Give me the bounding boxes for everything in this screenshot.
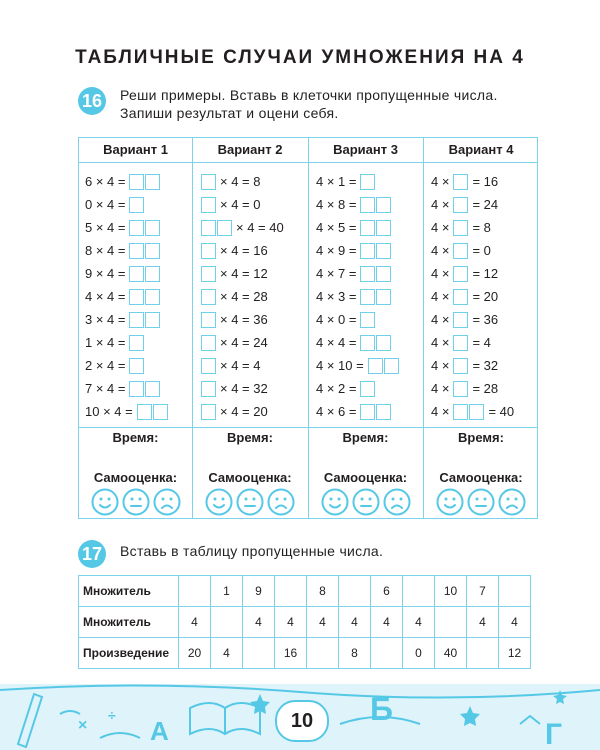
self-assessment-label: Самооценка:: [323, 470, 408, 485]
smile-face-icon[interactable]: [91, 488, 119, 516]
time-label: Время:: [342, 430, 389, 445]
example-row: [85, 216, 168, 239]
task-16-number: 16: [78, 87, 106, 115]
answer-box[interactable]: [376, 266, 391, 282]
answer-box[interactable]: [376, 404, 391, 420]
example-row: [431, 400, 514, 423]
answer-box[interactable]: [201, 358, 216, 374]
example-right: × 4 = 40: [236, 220, 284, 235]
variant-header: Вариант 4: [448, 142, 514, 157]
answer-box[interactable]: [201, 289, 216, 305]
answer-box[interactable]: [129, 243, 144, 259]
example-left: 4 ×: [431, 220, 450, 235]
example-left: 4 × 7 =: [316, 266, 357, 281]
empty-cell[interactable]: [339, 576, 371, 607]
answer-box[interactable]: [453, 266, 468, 282]
variant-examples: [431, 170, 514, 423]
answer-box[interactable]: [453, 404, 468, 420]
example-row: [316, 331, 399, 354]
smile-face-icon[interactable]: [205, 488, 233, 516]
example-left: 4 ×: [431, 197, 450, 212]
example-right: = 40: [488, 404, 515, 419]
task-17-text: Вставь в таблицу пропущенные числа.: [120, 543, 384, 559]
value-cell: 8: [339, 638, 371, 669]
example-left: 8 × 4 =: [85, 243, 126, 258]
example-left: 2 × 4 =: [85, 358, 126, 373]
task-16-line-1: Реши примеры. Вставь в клеточки пропущенные числа.: [120, 87, 498, 103]
answer-box[interactable]: [145, 174, 160, 190]
answer-box[interactable]: [145, 289, 160, 305]
example-left: 4 ×: [431, 404, 450, 419]
value-cell: 4: [499, 607, 531, 638]
example-row: [201, 216, 284, 239]
example-row: [85, 262, 168, 285]
answer-box[interactable]: [376, 197, 391, 213]
row-label: Множитель: [79, 607, 179, 638]
example-left: 4 ×: [431, 358, 450, 373]
example-left: 4 ×: [431, 312, 450, 327]
example-row: [316, 170, 399, 193]
example-row: [316, 308, 399, 331]
variant-examples: [85, 170, 168, 423]
example-row: [316, 216, 399, 239]
answer-box[interactable]: [129, 335, 144, 351]
example-row: [201, 262, 284, 285]
empty-cell[interactable]: [499, 576, 531, 607]
answer-box[interactable]: [360, 197, 375, 213]
answer-box[interactable]: [360, 266, 375, 282]
answer-box[interactable]: [376, 243, 391, 259]
example-left: 4 ×: [431, 243, 450, 258]
variant-examples: [201, 170, 284, 423]
answer-box[interactable]: [469, 404, 484, 420]
example-right: = 0: [472, 243, 491, 258]
task-17-number: 17: [78, 540, 106, 568]
example-left: 4 × 0 =: [316, 312, 357, 327]
letter-a: А: [150, 716, 169, 746]
example-right: = 28: [472, 381, 499, 396]
example-right: = 16: [472, 174, 499, 189]
example-row: [201, 285, 284, 308]
example-right: × 4 = 24: [220, 335, 268, 350]
empty-cell[interactable]: [275, 576, 307, 607]
answer-box[interactable]: [145, 381, 160, 397]
example-row: [431, 262, 514, 285]
value-cell: 4: [467, 607, 499, 638]
example-row: [431, 239, 514, 262]
task-16-line-2: Запиши результат и оцени себя.: [120, 105, 339, 121]
value-cell: 40: [435, 638, 467, 669]
example-right: × 4 = 16: [220, 243, 268, 258]
example-left: 1 × 4 =: [85, 335, 126, 350]
sad-face-icon[interactable]: [498, 488, 526, 516]
example-left: 6 × 4 =: [85, 174, 126, 189]
answer-box[interactable]: [376, 289, 391, 305]
smile-face-icon[interactable]: [321, 488, 349, 516]
example-left: 4 ×: [431, 335, 450, 350]
example-right: = 24: [472, 197, 499, 212]
example-row: [201, 170, 284, 193]
self-assessment-faces: [91, 488, 181, 516]
self-assessment-faces: [321, 488, 411, 516]
answer-box[interactable]: [453, 335, 468, 351]
empty-cell[interactable]: [435, 607, 467, 638]
example-right: × 4 = 36: [220, 312, 268, 327]
answer-box[interactable]: [384, 358, 399, 374]
example-left: 5 × 4 =: [85, 220, 126, 235]
answer-box[interactable]: [201, 197, 216, 213]
variant-header: Вариант 3: [333, 142, 398, 157]
example-left: 4 ×: [431, 381, 450, 396]
letter-b: Б: [370, 691, 393, 727]
example-row: [431, 377, 514, 400]
example-row: [85, 239, 168, 262]
smile-face-icon[interactable]: [436, 488, 464, 516]
variants-table: [78, 137, 538, 519]
row-label: Множитель: [79, 576, 179, 607]
value-cell: 20: [179, 638, 211, 669]
answer-box[interactable]: [360, 312, 375, 328]
variant-header: Вариант 1: [103, 142, 168, 157]
row-label: Произведение: [79, 638, 179, 669]
neutral-face-icon[interactable]: [122, 488, 150, 516]
answer-box[interactable]: [360, 174, 375, 190]
value-cell: 4: [371, 607, 403, 638]
example-row: [85, 354, 168, 377]
time-label: Время:: [227, 430, 273, 445]
answer-box[interactable]: [201, 220, 216, 236]
value-cell: 4: [339, 607, 371, 638]
variant-header: Вариант 2: [217, 142, 283, 157]
value-cell: 4: [275, 607, 307, 638]
self-assessment-label: Самооценка:: [93, 470, 178, 485]
empty-cell[interactable]: [243, 638, 275, 669]
answer-box[interactable]: [217, 220, 232, 236]
answer-box[interactable]: [145, 220, 160, 236]
multiply-symbol: ×: [78, 717, 88, 734]
example-right: = 8: [472, 220, 491, 235]
example-left: 4 × 9 =: [316, 243, 357, 258]
neutral-face-icon[interactable]: [236, 488, 264, 516]
answer-box[interactable]: [360, 220, 375, 236]
answer-box[interactable]: [360, 289, 375, 305]
answer-box[interactable]: [137, 404, 152, 420]
example-row: [316, 193, 399, 216]
answer-box[interactable]: [453, 358, 468, 374]
example-row: [85, 193, 168, 216]
answer-box[interactable]: [453, 312, 468, 328]
example-left: 4 ×: [431, 266, 450, 281]
value-cell: 10: [435, 576, 467, 607]
example-right: × 4 = 20: [220, 404, 268, 419]
value-cell: 0: [403, 638, 435, 669]
example-left: 4 ×: [431, 289, 450, 304]
answer-box[interactable]: [453, 174, 468, 190]
self-assessment-label: Самооценка:: [439, 470, 523, 485]
answer-box[interactable]: [129, 381, 144, 397]
example-row: [431, 216, 514, 239]
page-number: 10: [275, 700, 329, 742]
self-assessment-faces: [436, 488, 526, 516]
missing-numbers-table: [78, 575, 531, 669]
sad-face-icon[interactable]: [153, 488, 181, 516]
answer-box[interactable]: [129, 312, 144, 328]
empty-cell[interactable]: [179, 576, 211, 607]
letter-g: Г: [545, 718, 563, 750]
self-assessment-label: Самооценка:: [208, 470, 292, 485]
value-cell: 16: [275, 638, 307, 669]
answer-box[interactable]: [129, 358, 144, 374]
neutral-face-icon[interactable]: [352, 488, 380, 516]
answer-box[interactable]: [453, 289, 468, 305]
example-left: 7 × 4 =: [85, 381, 126, 396]
answer-box[interactable]: [201, 381, 216, 397]
example-row: [201, 331, 284, 354]
value-cell: 7: [467, 576, 499, 607]
example-left: 10 × 4 =: [85, 404, 133, 419]
example-row: [316, 377, 399, 400]
example-right: = 20: [472, 289, 499, 304]
example-left: 0 × 4 =: [85, 197, 126, 212]
answer-box[interactable]: [360, 335, 375, 351]
example-row: [85, 308, 168, 331]
example-row: [85, 377, 168, 400]
example-row: [316, 354, 399, 377]
example-left: 4 × 5 =: [316, 220, 357, 235]
example-right: = 36: [472, 312, 499, 327]
example-left: 9 × 4 =: [85, 266, 126, 281]
answer-box[interactable]: [153, 404, 168, 420]
value-cell: 1: [211, 576, 243, 607]
answer-box[interactable]: [201, 243, 216, 259]
example-left: 4 × 1 =: [316, 174, 357, 189]
example-row: [316, 262, 399, 285]
value-cell: 8: [307, 576, 339, 607]
example-left: 4 × 4 =: [85, 289, 126, 304]
answer-box[interactable]: [376, 220, 391, 236]
answer-box[interactable]: [129, 220, 144, 236]
example-right: × 4 = 4: [220, 358, 261, 373]
answer-box[interactable]: [145, 312, 160, 328]
answer-box[interactable]: [129, 289, 144, 305]
example-row: [316, 285, 399, 308]
empty-cell[interactable]: [371, 638, 403, 669]
example-right: × 4 = 8: [220, 174, 261, 189]
self-assessment-faces: [205, 488, 295, 516]
variant-examples: [316, 170, 399, 423]
example-row: [201, 400, 284, 423]
value-cell: 4: [211, 638, 243, 669]
answer-box[interactable]: [453, 197, 468, 213]
example-right: = 32: [472, 358, 499, 373]
example-row: [201, 308, 284, 331]
example-row: [431, 354, 514, 377]
answer-box[interactable]: [376, 335, 391, 351]
value-cell: 9: [243, 576, 275, 607]
answer-box[interactable]: [201, 335, 216, 351]
divide-symbol: ÷: [108, 707, 116, 723]
answer-box[interactable]: [201, 174, 216, 190]
value-cell: 4: [179, 607, 211, 638]
example-left: 4 × 10 =: [316, 358, 364, 373]
example-row: [316, 239, 399, 262]
answer-box[interactable]: [201, 266, 216, 282]
example-left: 3 × 4 =: [85, 312, 126, 327]
answer-box[interactable]: [453, 220, 468, 236]
example-right: = 12: [472, 266, 499, 281]
answer-box[interactable]: [129, 197, 144, 213]
answer-box[interactable]: [360, 243, 375, 259]
answer-box[interactable]: [129, 174, 144, 190]
empty-cell[interactable]: [403, 576, 435, 607]
answer-box[interactable]: [145, 243, 160, 259]
example-row: [85, 331, 168, 354]
example-row: [201, 377, 284, 400]
example-row: [201, 193, 284, 216]
example-left: 4 ×: [431, 174, 450, 189]
answer-box[interactable]: [201, 404, 216, 420]
answer-box[interactable]: [453, 243, 468, 259]
sad-face-icon[interactable]: [383, 488, 411, 516]
empty-cell[interactable]: [467, 638, 499, 669]
page-title: ТАБЛИЧНЫЕ СЛУЧАИ УМНОЖЕНИЯ НА 4: [75, 47, 525, 68]
example-left: 4 × 4 =: [316, 335, 357, 350]
example-row: [431, 285, 514, 308]
example-row: [431, 308, 514, 331]
answer-box[interactable]: [145, 266, 160, 282]
example-row: [431, 193, 514, 216]
table-row: [79, 576, 531, 607]
example-right: × 4 = 0: [220, 197, 261, 212]
value-cell: 12: [499, 638, 531, 669]
example-row: [85, 170, 168, 193]
answer-box[interactable]: [453, 381, 468, 397]
value-cell: 6: [371, 576, 403, 607]
example-right: × 4 = 12: [220, 266, 268, 281]
empty-cell[interactable]: [307, 638, 339, 669]
answer-box[interactable]: [360, 404, 375, 420]
answer-box[interactable]: [201, 312, 216, 328]
example-row: [316, 400, 399, 423]
example-row: [431, 331, 514, 354]
value-cell: 4: [243, 607, 275, 638]
example-right: × 4 = 32: [220, 381, 268, 396]
example-left: 4 × 6 =: [316, 404, 357, 419]
answer-box[interactable]: [129, 266, 144, 282]
time-label: Время:: [112, 430, 159, 445]
table-row: [79, 607, 531, 638]
value-cell: 4: [307, 607, 339, 638]
example-right: = 4: [472, 335, 491, 350]
empty-cell[interactable]: [211, 607, 243, 638]
example-row: [85, 400, 168, 423]
example-row: [431, 170, 514, 193]
example-row: [201, 239, 284, 262]
sad-face-icon[interactable]: [267, 488, 295, 516]
example-left: 4 × 8 =: [316, 197, 357, 212]
time-label: Время:: [458, 430, 504, 445]
example-left: 4 × 2 =: [316, 381, 357, 396]
table-row: [79, 638, 531, 669]
neutral-face-icon[interactable]: [467, 488, 495, 516]
example-row: [201, 354, 284, 377]
example-right: × 4 = 28: [220, 289, 268, 304]
value-cell: 4: [403, 607, 435, 638]
answer-box[interactable]: [360, 381, 375, 397]
example-row: [85, 285, 168, 308]
example-left: 4 × 3 =: [316, 289, 357, 304]
answer-box[interactable]: [368, 358, 383, 374]
